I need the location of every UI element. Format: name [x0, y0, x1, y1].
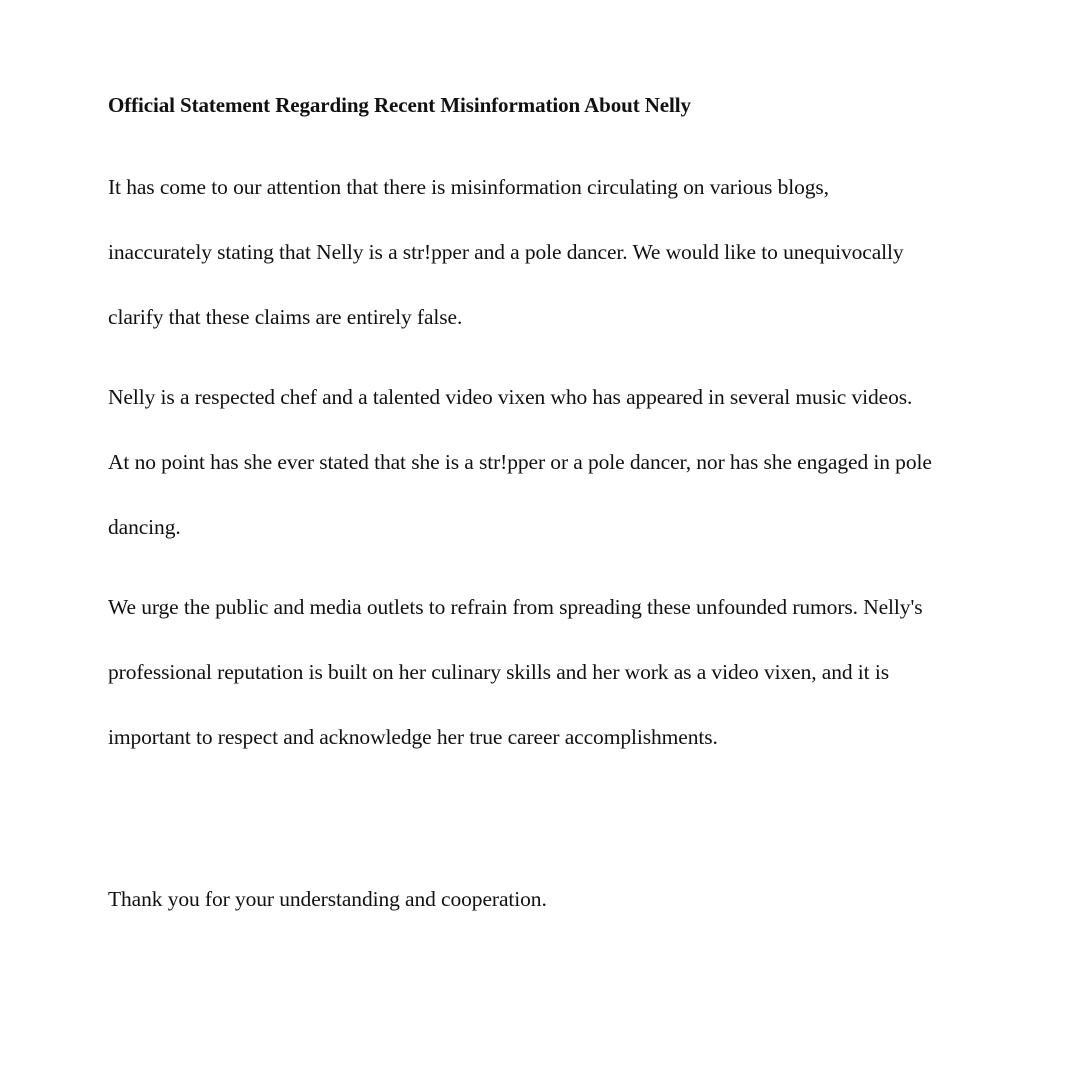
- paragraph-line: It has come to our attention that there is misinformation circulating on various blogs,: [108, 175, 829, 199]
- paragraph-line: inaccurately stating that Nelly is a str!pper and a pole dancer. We would like to unequivocally: [108, 240, 904, 264]
- paragraph-line: clarify that these claims are entirely false.: [108, 305, 463, 329]
- paragraph-line: important to respect and acknowledge her true career accomplishments.: [108, 725, 718, 749]
- paragraph-line: Nelly is a respected chef and a talented video vixen who has appeared in several music videos.: [108, 385, 913, 409]
- paragraph-line: We urge the public and media outlets to refrain from spreading these unfounded rumors. Nelly's: [108, 595, 923, 619]
- statement-title: Official Statement Regarding Recent Misinformation About Nelly: [108, 93, 691, 117]
- paragraph-line: professional reputation is built on her culinary skills and her work as a video vixen, and it is: [108, 660, 889, 684]
- paragraph-line: At no point has she ever stated that she is a str!pper or a pole dancer, nor has she engaged in pole: [108, 450, 932, 474]
- paragraph-line: dancing.: [108, 515, 181, 539]
- closing-line: Thank you for your understanding and cooperation.: [108, 887, 547, 911]
